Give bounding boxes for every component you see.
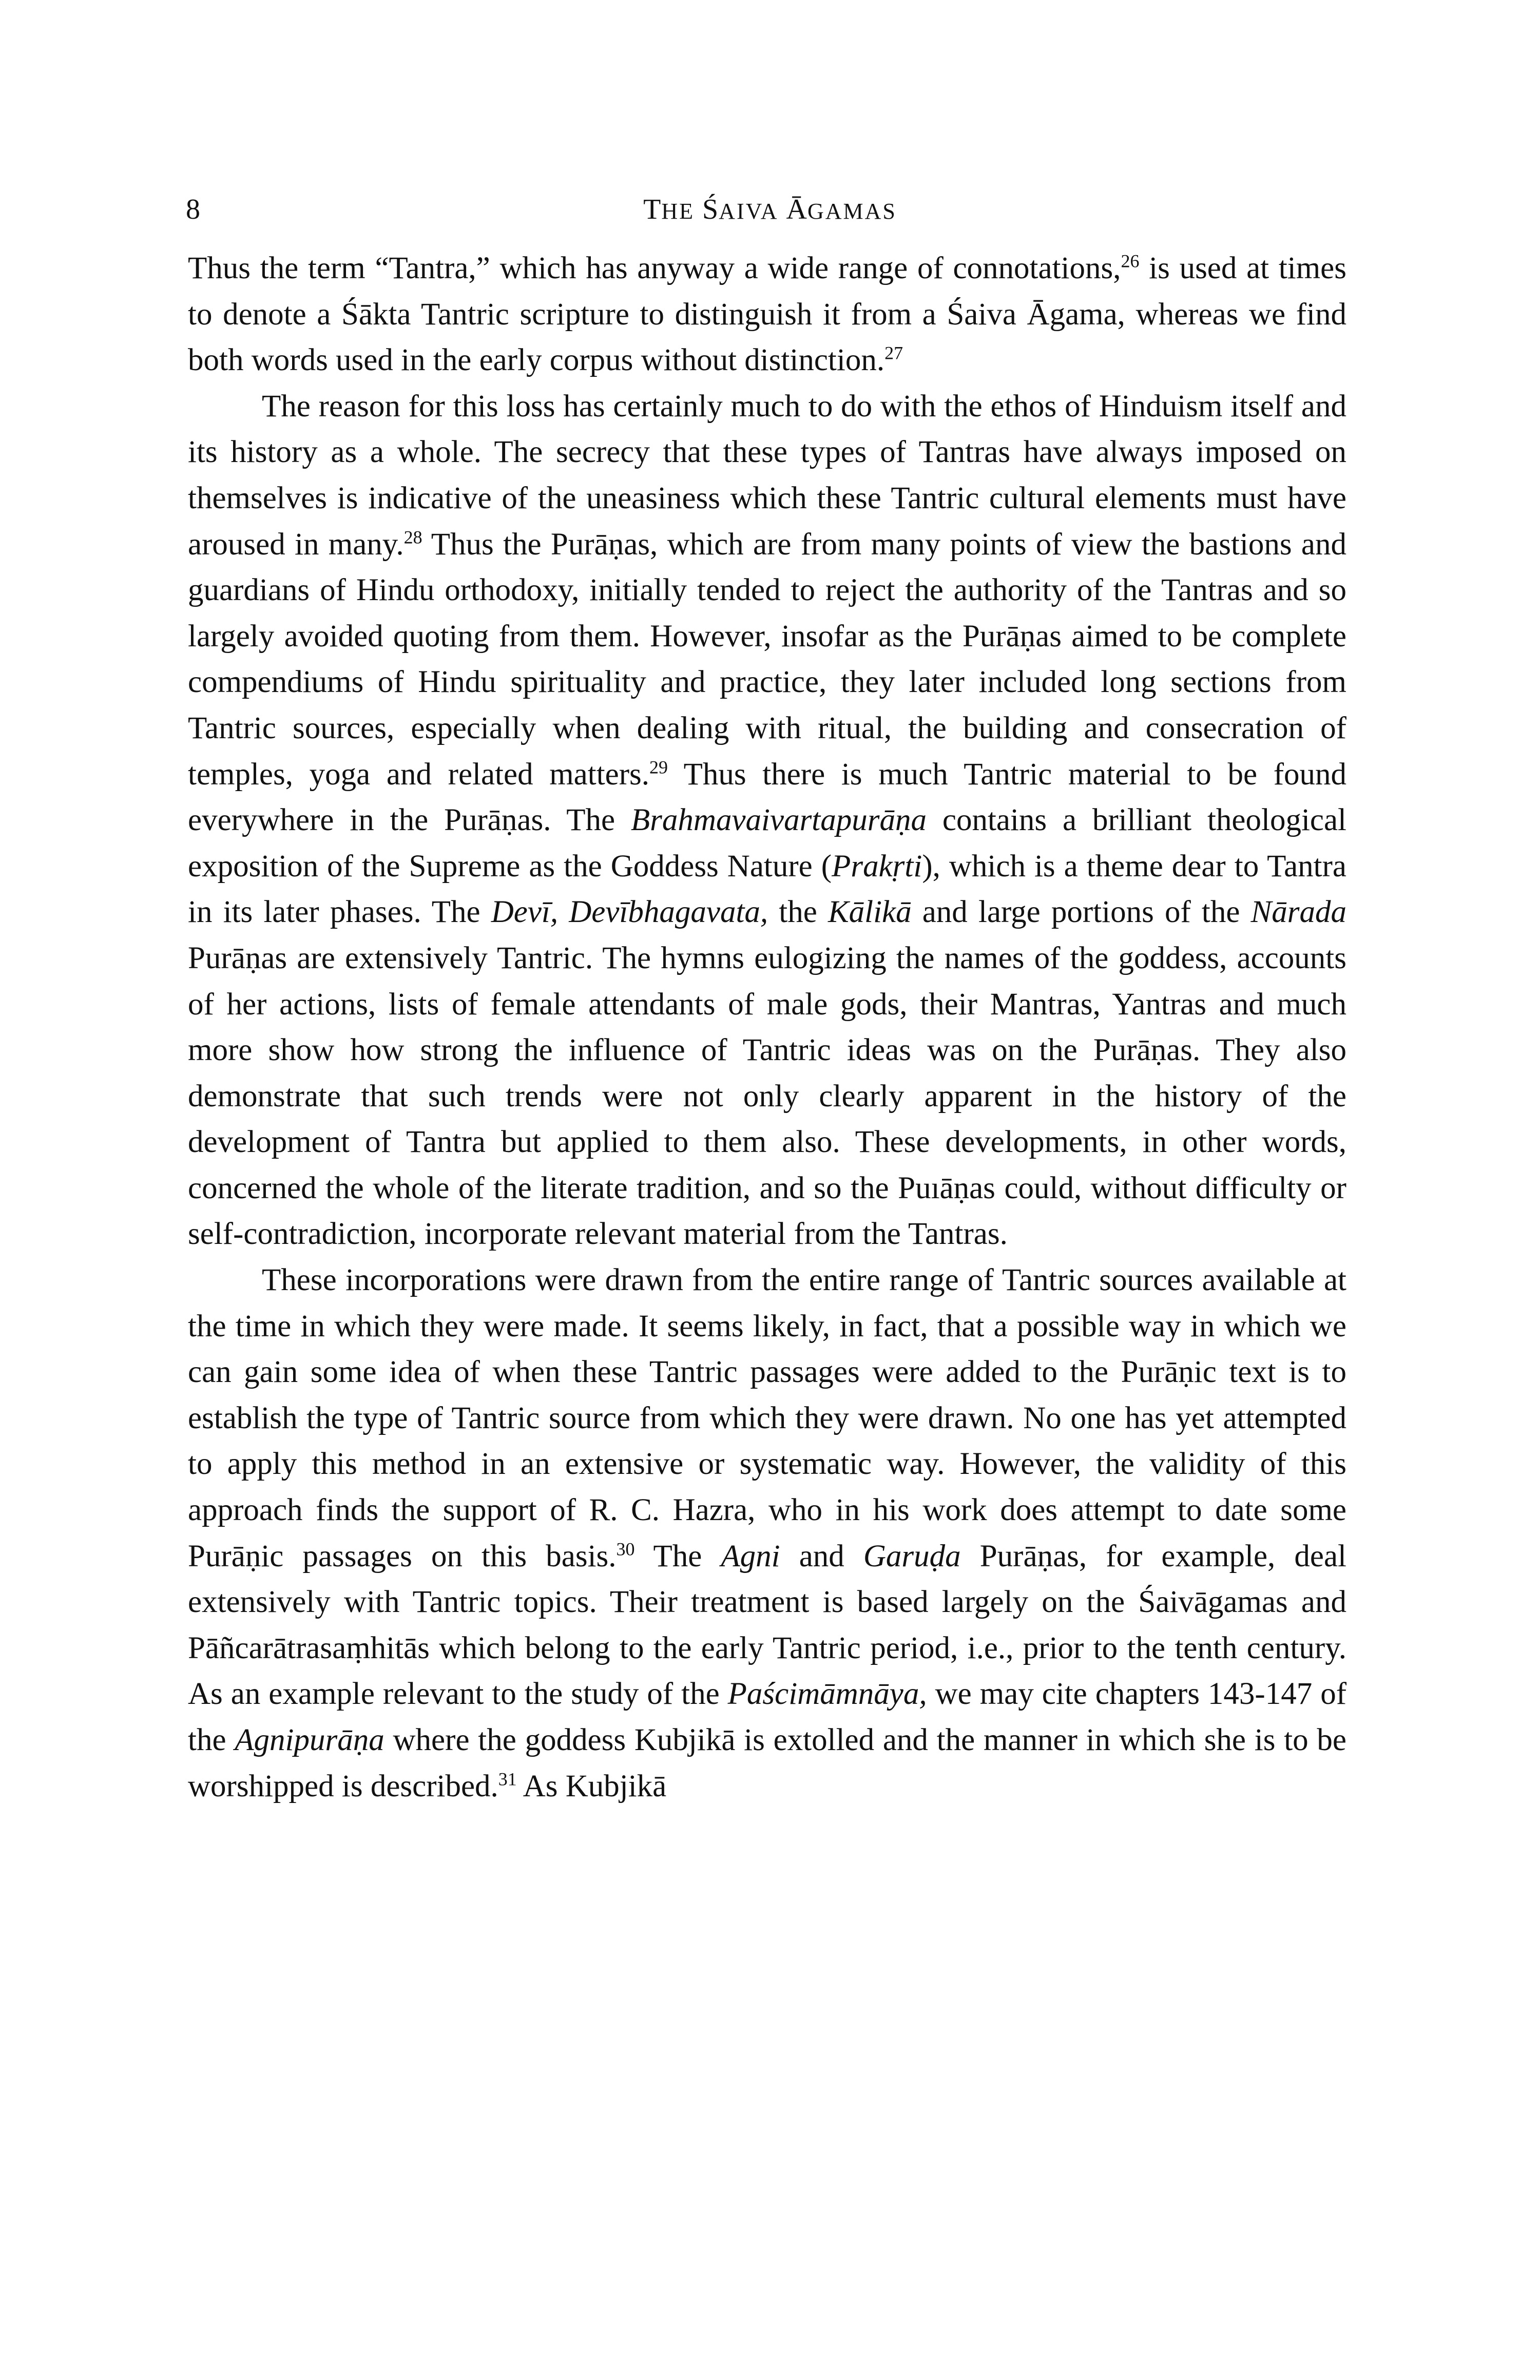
text-run: Purāṇas, for example, deal extensively with Tantric topics. Their treatment is based largely on the Śaivāgamas and Pāñcarātrasaṃhitās which belong to the early Tantric period, i.e., prior to the tenth century. As an example relevant to the study of the xyxy=(188,1539,1346,1712)
footnote-ref: 30 xyxy=(616,1539,635,1560)
text-run: The xyxy=(634,1539,721,1573)
text-run: As Kubjikā xyxy=(516,1769,667,1803)
text-run: and xyxy=(780,1539,863,1573)
text-run: and large portions of the xyxy=(911,895,1251,930)
footnote-ref: 31 xyxy=(498,1769,517,1790)
italic-title: Devī, Devībhagavata, xyxy=(491,895,768,930)
text-run: is used at times to denote a Śākta Tantric scripture to distinguish it from a Śaiva Āgama, whereas we find both words used in the early corpus without distinction. xyxy=(188,251,1346,378)
text-run: Thus the Purāṇas, which are from many points of view the bastions and guardians of Hindu orthodoxy, initially tended to reject the authority of the Tantras and so largely avoided quoting from them. However, insofar as the Purāṇas aimed to be complete compendiums of Hindu spirituality and practice, they later included long sections from Tantric sources, especially when dealing with ritual, the building and consecration of temples, yoga and related matters. xyxy=(188,527,1347,792)
running-head-initial: Ś xyxy=(702,194,719,225)
italic-title: Agni xyxy=(721,1539,780,1573)
running-head-initial: Ā xyxy=(786,194,807,225)
text-run: ), which is a theme dear to Tantra in its later phases. The xyxy=(188,849,1347,930)
paragraph xyxy=(188,1257,1346,1809)
footnote-ref: 26 xyxy=(1121,251,1140,272)
italic-title: Kālikā xyxy=(827,895,912,930)
text-run: These incorporations were drawn from the entire range of Tantric sources available at the time in which they were made. It seems likely, in fact, that a possible way in which we can gain some idea of when these Tantric passages were added to the Purāṇic text is to establish the type of Tantric source from which they were drawn. No one has yet attempted to apply this method in an extensive or systematic way. However, the validity of this approach finds the support of R. C. Hazra, who in his work does attempt to date some Purāṇic passages on this basis. xyxy=(188,1263,1346,1573)
running-head-small-caps: AIVA xyxy=(719,199,779,224)
text-run: Purāṇas are extensively Tantric. The hymns eulogizing the names of the goddess, accounts of her actions, lists of female attendants of male gods, their Mantras, Yantras and much more show how strong the influence of Tantric ideas was on the Purāṇas. They also demonstrate that such trends were not only clearly apparent in the history of the development of Tantra but applied to them also. These developments, in other words, concerned the whole of the literate tradition, and so the Puıāṇas could, without difficulty or self-contradiction, incorporate relevant material from the Tantras. xyxy=(188,941,1346,1252)
italic-term: Prakṛti xyxy=(832,849,922,884)
page-number: 8 xyxy=(186,194,200,225)
running-head-initial: T xyxy=(643,194,662,225)
text-run: the xyxy=(768,895,828,930)
text-run: Thus the term “Tantra,” which has anyway a wide range of connotations, xyxy=(188,251,1121,285)
text-run: Thus there is much Tantric material to be found everywhere in the Purāṇas. The xyxy=(188,757,1347,838)
footnote-ref: 29 xyxy=(649,757,668,778)
text-run: The reason for this loss has certainly much to do with the ethos of Hinduism itself and its history as a whole. The secrecy that these types of Tantras have always imposed on themselves is indicative of the uneasiness which these Tantric cultural elements must have aroused in many. xyxy=(188,389,1346,562)
running-head xyxy=(0,195,1540,224)
footnote-ref: 28 xyxy=(403,527,422,548)
italic-title: Agnipurāṇa xyxy=(235,1723,384,1757)
running-head-small-caps: GAMAS xyxy=(807,199,897,224)
footnote-ref: 27 xyxy=(884,342,903,363)
paragraph xyxy=(188,245,1346,383)
text-run: contains a brilliant theological exposition of the Supreme as the Goddess Nature ( xyxy=(188,803,1346,884)
italic-title: Garuḍa xyxy=(863,1539,961,1573)
italic-title: Paścimāmnāya, xyxy=(727,1677,927,1712)
text-run: we may cite chapters 143-147 of the xyxy=(188,1677,1347,1757)
text-run: where the goddess Kubjikā is extolled and the manner in which she is to be worshipped is described. xyxy=(188,1723,1346,1803)
italic-title: Brahmavaivartapurāṇa xyxy=(630,803,927,838)
body-text xyxy=(188,245,1346,1809)
italic-title: Nārada xyxy=(1250,895,1346,930)
running-head-small-caps: HE xyxy=(661,199,695,224)
paragraph xyxy=(188,383,1346,1257)
